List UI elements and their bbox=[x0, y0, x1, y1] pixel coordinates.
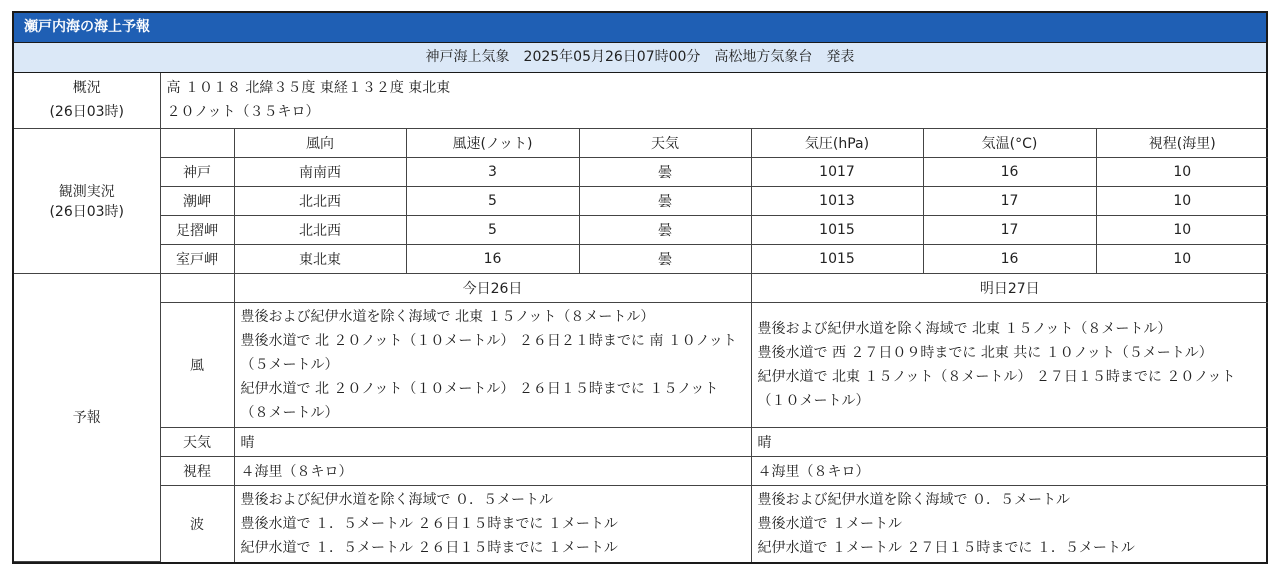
station-name: 室戸岬 bbox=[160, 244, 234, 273]
visibility-row bbox=[14, 456, 1268, 485]
observation-time: (26日03時) bbox=[49, 203, 125, 220]
forecast-label: 予報 bbox=[14, 273, 160, 562]
column-header: 天気 bbox=[579, 128, 751, 157]
wind-label: 風 bbox=[160, 302, 234, 427]
station-name: 潮岬 bbox=[160, 186, 234, 215]
table-cell: 曇 bbox=[579, 186, 751, 215]
wind-day2-line: 紀伊水道で 北東 １５ノット（８メートル） ２７日１５時までに ２０ノット（１０メートル） bbox=[757, 368, 1236, 409]
wave-day2-line: 豊後水道で １メートル bbox=[757, 515, 902, 532]
overview-label: 概況 bbox=[72, 80, 101, 97]
overview-label-cell bbox=[14, 73, 160, 128]
overview-line: 高 １０１８ 北緯３５度 東経１３２度 東北東 bbox=[166, 80, 451, 97]
column-header: 視程(海里) bbox=[1096, 128, 1268, 157]
visibility-day2: ４海里（８キロ） bbox=[751, 456, 1268, 485]
table-cell: 曇 bbox=[579, 157, 751, 186]
wave-day2-line: 豊後および紀伊水道を除く海域で ０．５メートル bbox=[757, 491, 1070, 508]
table-cell: 1015 bbox=[751, 244, 923, 273]
forecast-table bbox=[14, 73, 1268, 562]
table-row bbox=[14, 244, 1268, 273]
overview-row bbox=[14, 73, 1268, 128]
wave-day1-line: 豊後水道で １．５メートル ２６日１５時までに １メートル bbox=[240, 515, 618, 532]
table-row bbox=[14, 186, 1268, 215]
weather-label: 天気 bbox=[160, 427, 234, 456]
wind-day1 bbox=[234, 302, 751, 427]
wave-row bbox=[14, 485, 1268, 562]
table-cell: 10 bbox=[1096, 244, 1268, 273]
panel-title: 瀬戸内海の海上予報 bbox=[14, 13, 1266, 43]
table-cell: 16 bbox=[923, 244, 1096, 273]
observation-label: 観測実況 bbox=[58, 183, 115, 200]
station-name: 神戸 bbox=[160, 157, 234, 186]
table-cell: 10 bbox=[1096, 186, 1268, 215]
table-cell: 3 bbox=[406, 157, 579, 186]
empty-header-cell bbox=[160, 128, 234, 157]
wind-day1-line: 紀伊水道で 北 ２０ノット（１０メートル） ２６日１５時までに １５ノット（８メートル） bbox=[240, 380, 719, 421]
table-cell: 16 bbox=[406, 244, 579, 273]
table-row bbox=[14, 215, 1268, 244]
wind-day2-line: 豊後水道で 西 ２７日０９時までに 北東 共に １０ノット（５メートル） bbox=[757, 344, 1213, 361]
wave-day1 bbox=[234, 485, 751, 562]
wind-day1-line: 豊後および紀伊水道を除く海域で 北東 １５ノット（８メートル） bbox=[240, 308, 655, 325]
wind-row bbox=[14, 302, 1268, 427]
wave-day2-line: 紀伊水道で １メートル ２７日１５時までに １．５メートル bbox=[757, 539, 1135, 556]
table-cell: 10 bbox=[1096, 215, 1268, 244]
observation-header-row bbox=[14, 128, 1268, 157]
table-cell: 1013 bbox=[751, 186, 923, 215]
forecast-panel bbox=[12, 11, 1268, 564]
weather-row bbox=[14, 427, 1268, 456]
wave-day2 bbox=[751, 485, 1268, 562]
table-cell: 曇 bbox=[579, 244, 751, 273]
table-cell: 16 bbox=[923, 157, 1096, 186]
column-header: 風向 bbox=[234, 128, 406, 157]
overview-line: ２０ノット（３５キロ） bbox=[166, 104, 320, 121]
weather-day1: 晴 bbox=[234, 427, 751, 456]
column-header: 風速(ノット) bbox=[406, 128, 579, 157]
table-cell: 東北東 bbox=[234, 244, 406, 273]
wind-day2-line: 豊後および紀伊水道を除く海域で 北東 １５ノット（８メートル） bbox=[757, 320, 1172, 337]
table-cell: 5 bbox=[406, 215, 579, 244]
overview-text bbox=[160, 73, 1268, 128]
table-cell: 17 bbox=[923, 215, 1096, 244]
visibility-day1: ４海里（８キロ） bbox=[234, 456, 751, 485]
table-cell: 北北西 bbox=[234, 215, 406, 244]
wind-day2 bbox=[751, 302, 1268, 427]
forecast-header-row bbox=[14, 273, 1268, 302]
table-cell: 5 bbox=[406, 186, 579, 215]
issue-line: 神戸海上気象 2025年05月26日07時00分 高松地方気象台 発表 bbox=[14, 43, 1266, 73]
empty-header-cell bbox=[160, 273, 234, 302]
column-header: 気温(°C) bbox=[923, 128, 1096, 157]
overview-time: (26日03時) bbox=[49, 104, 125, 121]
table-cell: 10 bbox=[1096, 157, 1268, 186]
table-cell: 17 bbox=[923, 186, 1096, 215]
table-cell: 1015 bbox=[751, 215, 923, 244]
wave-day1-line: 豊後および紀伊水道を除く海域で ０．５メートル bbox=[240, 491, 553, 508]
table-cell: 曇 bbox=[579, 215, 751, 244]
column-header: 気圧(hPa) bbox=[751, 128, 923, 157]
weather-day2: 晴 bbox=[751, 427, 1268, 456]
wave-label: 波 bbox=[160, 485, 234, 562]
day2-header: 明日27日 bbox=[751, 273, 1268, 302]
wind-day1-line: 豊後水道で 北 ２０ノット（１０メートル） ２６日２１時までに 南 １０ノット（５メートル） bbox=[240, 332, 737, 373]
table-cell: 北北西 bbox=[234, 186, 406, 215]
visibility-label: 視程 bbox=[160, 456, 234, 485]
observation-label-cell bbox=[14, 128, 160, 273]
table-cell: 1017 bbox=[751, 157, 923, 186]
day1-header: 今日26日 bbox=[234, 273, 751, 302]
table-row bbox=[14, 157, 1268, 186]
table-cell: 南南西 bbox=[234, 157, 406, 186]
wave-day1-line: 紀伊水道で １．５メートル ２６日１５時までに １メートル bbox=[240, 539, 618, 556]
station-name: 足摺岬 bbox=[160, 215, 234, 244]
